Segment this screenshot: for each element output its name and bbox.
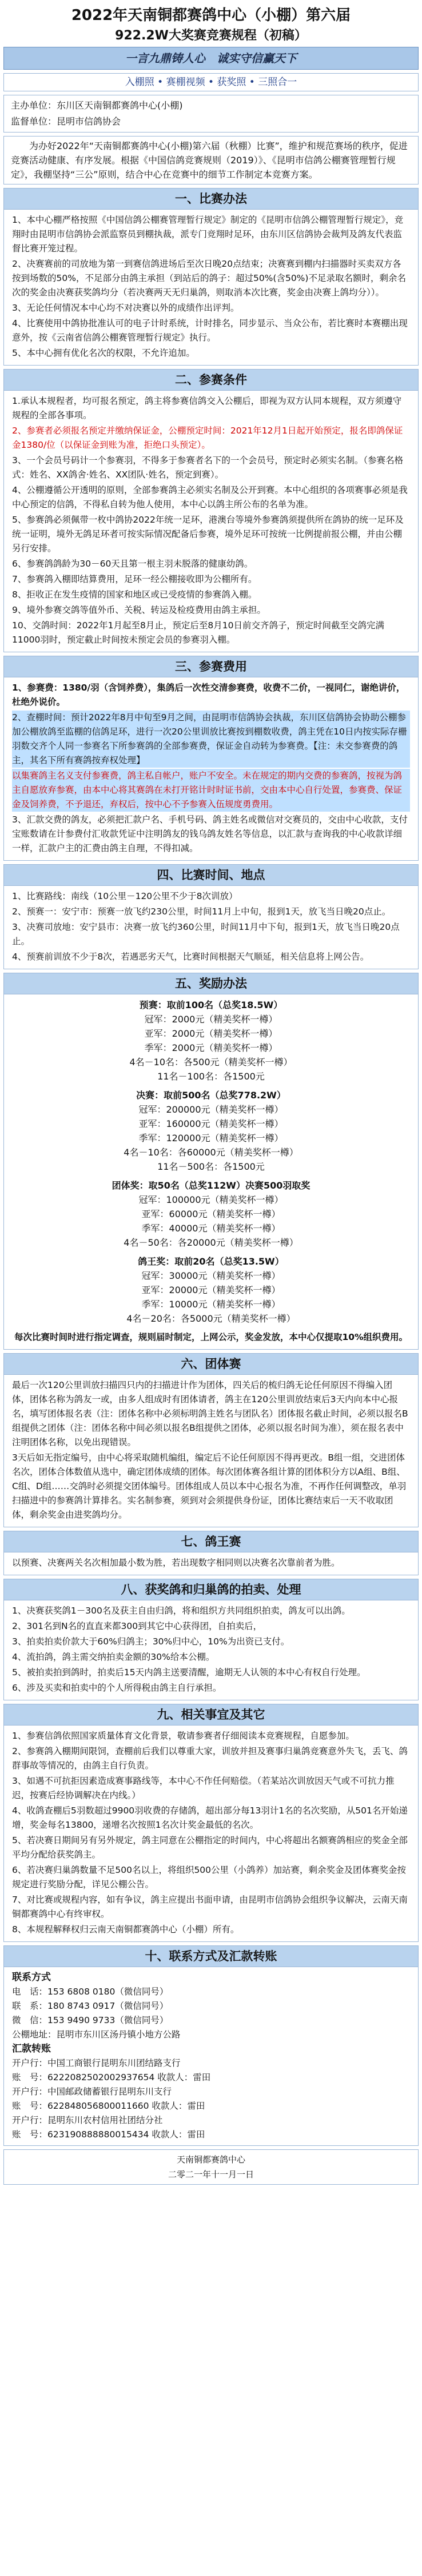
- award-line: 4名－10名：各60000元（精美奖杯一樽）: [124, 1147, 298, 1158]
- paragraph: 4、流拍鸽，鸽主需交纳拍卖金额的30%给本公棚。: [12, 1652, 215, 1662]
- section-title: 八、获奖鸽和归巢鸽的拍卖、处理: [4, 1579, 418, 1600]
- footer: [3, 2149, 419, 2185]
- paragraph: 3、决赛司放地：安宁县市：决赛一放飞约360公里，时间11月中下旬，报到1天，放飞当日晚20点止。: [12, 922, 400, 946]
- award-line: 季军：40000元（精美奖杯一樽）: [141, 1223, 281, 1234]
- bank-line: 开户行：昆明东川农村信用社团结分社: [12, 2115, 163, 2125]
- intro-box: [3, 136, 419, 184]
- award-line: 冠军：30000元（精美奖杯一樽）: [141, 1270, 281, 1281]
- paragraph: 1.承认本规程者，均可报名预定，鸽主将参赛信鸽交入公棚后，即视为双方认同本规程，双方须遵守规程的全部各事项。: [12, 396, 402, 420]
- section-body: [4, 994, 418, 1349]
- paragraph: 8、拒收正在发生疫情的国家和地区或已受疫情的参赛鸽入棚。: [12, 589, 257, 600]
- paragraph: 4、预赛前训放不少于8次，若遇恶劣天气，比赛时间根据天气顺延，相关信息将上网公告。: [12, 952, 369, 962]
- paragraph: 6、涉及买卖和拍卖中的个人所得税由鸽主自行承担。: [12, 1683, 222, 1693]
- bank-account: 账 号：623190888880015434 收款人：雷田: [12, 2129, 205, 2140]
- section-auction: [3, 1579, 419, 1700]
- paragraph: 1、决赛获奖鸽1－300名及获主自由归鸽，将和组织方共同组织拍卖，鸽友可以出鸽。: [12, 1606, 351, 1616]
- paragraph: 4、公棚遵循公开透明的原则，全部参赛鸽主必须实名制及公开到赛。本中心组织的各项赛事必须是我中心预定的信鸽，不得私自转为他人使用，本中心以鸽主所公布的名单为准。: [12, 485, 408, 509]
- paragraph: 5、参赛鸽必须佩带一枚中鸽协2022年统一足环，港澳台等境外参赛鸽须提供所在鸽协的统一足环及统一证明，境外无鸽足环者可按实际情况配备后参赛，境外足环可按统一比例提前报公棚，并由公棚另行安排。: [12, 515, 404, 553]
- award-line: 冠军：100000元（精美奖杯一樽）: [138, 1194, 284, 1205]
- paragraph: 4、收鸽查棚后5羽数超过9900羽收费的存储鸽，超出部分每13羽计1名的名次奖励，从501名开始递增，奖金每名13800，递增名次按照1名次计奖金最低的名次。: [12, 1805, 408, 1830]
- paragraph: 2、参赛鸽入棚期间限饲，查棚前后我们以尊重大家，训放并担及赛事归巢鸽竞赛意外失飞，丢飞、鸽群事故等情况的，由鸽主自行负责。: [12, 1746, 408, 1771]
- award-group-title: 预赛：取前100名（总奖18.5W）: [139, 1000, 283, 1010]
- section-body: [4, 1375, 418, 1527]
- paragraph: 3天后如无指定编号，由中心将采取随机编组，编定后不论任何原因不得再更改。B组一组，交进团体名次，团体合体数值从选中，确定团体成绩的团体。每次团体赛各组计算的团体积分方以A组、B组、C组、D组……交鸽时必须提交团体编号。团体组成人员以本中心报名为准，不再作任何调整改，单羽扫描进中的参赛鸽计算排名。实名制参赛，须到对会须提供身份证，团体比赛结束后一天不收取团体，剩余奖金由进奖鸽均分。: [12, 1452, 407, 1520]
- paragraph: 5、若决赛日期间另有另外规定，鸽主同意在公棚指定的时间内，中心将超出名额赛鸽相应的奖金全部平均分配给获奖鸽主。: [12, 1835, 408, 1860]
- section-body: [4, 1552, 418, 1575]
- award-line: 季军：2000元（精美奖杯一樽）: [144, 1042, 278, 1053]
- footer-date: 二零二一年十一月一日: [168, 2169, 254, 2180]
- section-awards: [3, 973, 419, 1350]
- paragraph: 2、决赛赛前的司放地为第一到赛信鸽进场后至次日晚20点结束；决赛赛到棚内扫描器时买卖双方各按到场数的50%，不足部分由鸽主承担（到站后的鸽子：超过50%(含50%)不足录取名额时，剩余名次的奖金由决赛获奖鸽均分（若决赛两天无归巢鸽，则取消本次比赛，奖金由决赛上鸽均分））。: [12, 259, 406, 298]
- bank-account: 账 号：6222082502002937654 收款人：雷田: [12, 2072, 211, 2083]
- award-line: 4名－10名：各500元（精美奖杯一樽）: [129, 1057, 293, 1068]
- section-body: [4, 391, 418, 652]
- section-king: [3, 1531, 419, 1575]
- section-conditions: [3, 369, 419, 652]
- paragraph: 3、拍卖拍卖价款大于60%归鸽主；30%归中心，10%为出资已支付。: [12, 1636, 290, 1647]
- section-title: 一、比赛办法: [4, 188, 418, 210]
- paragraph: 5、被拍卖拍到鸽时，拍卖后15天内鸽主送要清醒，逾期无人认领的本中心有权自行处理。: [12, 1667, 366, 1678]
- section-team: [3, 1353, 419, 1527]
- host-line: 主办单位：东川区天南铜都赛鸽中心(小棚): [11, 100, 183, 111]
- bank-account: 账 号：622848056800011660 收款人：雷田: [12, 2101, 205, 2111]
- photo-links: [3, 73, 419, 91]
- paragraph: 4、比赛使用中鸽协批准认可的电子计时系统，计时排名，同步显示、当众公布，若比赛时本赛棚出现意外，按《云南省信鸽公棚赛管理暂行规定》执行。: [12, 318, 408, 343]
- page-title: 2022年天南铜都赛鸽中心（小棚）第六届: [71, 7, 351, 24]
- section-title: 二、参赛条件: [4, 370, 418, 391]
- photo-links-row: [4, 74, 418, 91]
- section-contact: [3, 1945, 419, 2146]
- paragraph: 1、比赛路线：南线（10公里－120公里不少于8次训放）: [12, 891, 238, 901]
- paragraph: 7、对比赛或规程内容，如有争议，鸽主应提出书面申请，由昆明市信鸽协会组织争议解决，云南天南铜都赛鸽中心有终审权。: [12, 1895, 408, 1919]
- section-body: [4, 886, 418, 969]
- section-fees: [3, 656, 419, 861]
- award-group-title: 鸽王奖：取前20名（总奖13.5W）: [138, 1256, 284, 1267]
- award-line: 11名－500名：各1500元: [157, 1161, 265, 1172]
- supervisor-line: 监督单位：昆明市信鸽协会: [11, 116, 121, 127]
- contact-heading: 联系方式: [12, 1972, 51, 1983]
- section-title: 三、参赛费用: [4, 656, 418, 677]
- organizer-info: [3, 95, 419, 133]
- award-line: 季军：120000元（精美奖杯一樽）: [138, 1133, 284, 1143]
- slogan-banner: 一言九鼎铸人心 诚实守信赢天下: [3, 47, 419, 70]
- award-line: 亚军：160000元（精美奖杯一樽）: [138, 1118, 284, 1129]
- award-line: 亚军：60000元（精美奖杯一樽）: [141, 1209, 281, 1219]
- contact-line: 电 话：153 6808 0180（微信同号）: [12, 1987, 169, 1997]
- paragraph: 1、参赛费：1380/羽（含饲养费），集鸽后一次性交清参赛费，收费不二价，一视同仁，谢绝讲价，杜绝外说价。: [12, 683, 405, 707]
- paragraph: 3、一个会员号码计一个参赛羽，不得多于参赛者名下的一个会员号，预定时必须实名制。（参赛名格式：姓名、XX鸽舍·姓名、XX团队·姓名，预定到赛）。: [12, 455, 404, 480]
- award-line: 冠军：200000元（精美奖杯一樽）: [138, 1104, 284, 1115]
- paragraph: 8、本规程解释权归云南天南铜都赛鸽中心（小棚）所有。: [12, 1924, 240, 1935]
- award-line: 亚军：20000元（精美奖杯一樽）: [141, 1285, 281, 1295]
- award-group: [12, 1088, 410, 1178]
- paragraph: 1、本中心棚严格按照《中国信鸽公棚赛管理暂行规定》制定的《昆明市信鸽公棚管理暂行规定》，竞翔时由昆明市信鸽协会派监察员到棚执裁，派专门竞翔时足环，由东川区信鸽协会裁判及鸽友代表监督比赛开笼过程。: [12, 215, 404, 254]
- award-line: 4名－50名：各20000元（精美奖杯一樽）: [124, 1237, 298, 1248]
- award-line: 11名－100名：各1500元: [157, 1071, 265, 1082]
- paragraph: 5、本中心拥有优化名次的权限，不允许追加。: [12, 348, 195, 358]
- award-group-title: 团体奖：取50名（总奖112W）决赛500羽取奖: [112, 1180, 310, 1191]
- section-title: 七、鸽王赛: [4, 1531, 418, 1552]
- contact-line: 公棚地址：昆明市东川区汤丹镇小地方公路: [12, 2029, 181, 2040]
- award-group-title: 决赛：取前500名（总奖778.2W）: [136, 1090, 286, 1101]
- paragraph: 每次比赛时间时进行指定调查，规则届时制定，上网公示，奖金发放，本中心仅提取10%组织费用。: [14, 1332, 408, 1342]
- section-title: 五、奖励办法: [4, 973, 418, 994]
- section-misc: [3, 1704, 419, 1942]
- section-body: [4, 210, 418, 365]
- paragraph: 1、参赛信鸽依照国家质量体育文化背景，敬请参赛者仔细阅读本竞赛规程，自愿参加。: [12, 1731, 355, 1741]
- paragraph: 2、参赛者必须报名预定并缴纳保证金，公棚预定时间：2021年12月1日起开始预定，报名即鸽保证金1380/位（以保证金到账为准，拒绝口头预定）。: [12, 426, 403, 450]
- section-title: 九、相关事宜及其它: [4, 1704, 418, 1726]
- section-rules: [3, 188, 419, 366]
- paragraph: 10、交鸽时间：2022年1月起至8月止，预定后至8月10日前交齐鸽子，预定时间截至交鸽完满11000羽时，预定截止时间按未预定会员的参赛羽入棚。: [12, 620, 384, 645]
- award-group: [12, 1178, 410, 1254]
- award-group: [12, 1254, 410, 1330]
- award-line: 冠军：2000元（精美奖杯一樽）: [144, 1014, 278, 1025]
- footer-org: 天南铜都赛鸽中心: [176, 2154, 245, 2165]
- paragraph: 以预赛、决赛两关名次相加最小数为胜，若出现数字相同则以决赛名次靠前者为胜。: [12, 1558, 340, 1568]
- contact-line: 联 系：180 8743 0917（微信同号）: [12, 2001, 169, 2011]
- paragraph: 3、汇款交费的鸽友，必须把汇款户名、手机号码、鸽主姓名或微信对交赛员的，交由中心收款，支付宝账数请在计参费付汇收款凭证中注明鸽友的钱乌鸽友姓名等信息，以汇款与查询我的中心收款详细一样，汇款户主的汇费由鸽主自理，不得扣减。: [12, 814, 408, 853]
- award-line: 4名－20名：各5000元（精美奖杯一樽）: [126, 1313, 296, 1324]
- intro-text: 为办好2022年“天南铜都赛鸽中心(小棚)第六届（秋棚）比赛”，维护和规范赛场的秩序，促进竞赛活动健康、有序发展。根据《中国信鸽竞赛规则（2019）》、《昆明市信鸽公棚赛管理暂行规定》，我棚坚持“三公”原则，结合中心在竞赛中的细节工作制定本竞赛方案。: [11, 141, 408, 180]
- section-title: 六、团体赛: [4, 1354, 418, 1375]
- bank-line: 开户行：中国邮政储蓄银行昆明东川支行: [12, 2087, 172, 2097]
- section-body: [4, 1600, 418, 1700]
- award-line: 亚军：2000元（精美奖杯一樽）: [144, 1028, 278, 1039]
- bank-heading: 汇款转账: [12, 2043, 51, 2055]
- section-title: 十、联系方式及汇款转账: [4, 1946, 418, 1967]
- paragraph: 最后一次120公里训放扫描四只内的扫描进计作为团体，四关后的梳归鸽无论任何原因不得编入团体，团体名称为鸽友一或，由多人组成时有团体请者，鸽主在120公里训放结束后3天内向本中心报名，填写团体报名表（注：团体名称中必须标明鸽主姓名与团队名）团体报名截止时间，必须以报名B组提供之团体（注：团体名称中间必须以报名B组提供之团体，必须以报名时间为准），须在报名表中注明团体名称，以免出现错误。: [12, 1380, 408, 1447]
- paragraph: 2、301名到N名的直直来都300到其它中心获得团，自拍卖后，: [12, 1621, 262, 1631]
- section-body: [4, 677, 418, 860]
- page-subtitle: 922.2W大奖赛竞赛规程（初稿）: [115, 29, 307, 43]
- paragraph: 3、如遇不可抗拒因素造成赛事路线等，本中心不作任何赔偿。（若某站次训放因天气或不可抗力推迟，按赛后经协调解决在内线。）: [12, 1776, 395, 1800]
- contact-line: 微 信：153 9490 9733（微信同号）: [12, 2015, 169, 2025]
- paragraph: 3、无论任何情况本中心均不对决赛以外的成绩作出评判。: [12, 303, 240, 313]
- section-title: 四、比赛时间、地点: [4, 865, 418, 886]
- photo-links-link[interactable]: 入棚照 • 赛棚视频 • 获奖照 • 三照合一: [125, 77, 297, 88]
- award-group: [12, 998, 410, 1088]
- paragraph: 9、境外参赛交鸽等值外币、关税、转运及检疫费用由鸽主承担。: [12, 605, 266, 615]
- bank-line: 开户行：中国工商银行昆明东川团结路支行: [12, 2058, 181, 2068]
- paragraph: 2、查棚时间：预计2022年8月中旬至9月之间，由昆明市信鸽协会执裁，东川区信鸽协会协助公棚参加公棚放鸽至监棚的信鸽足环，进行一次20公里训放比赛按到棚数收费，鸽主凭在10日内按实际存栅羽数交齐个人同一参赛名下所参赛鸽的全部参赛费，保证金自动转为参赛费。【注：未交参赛费的鸽主，其名下所有赛鸽按弃权处理】: [12, 711, 410, 768]
- section-schedule: [3, 864, 419, 969]
- paragraph: 7、参赛鸽入棚即结算费用，足环一经公棚接收即为公棚所有。: [12, 574, 257, 584]
- award-line: 季军：10000元（精美奖杯一樽）: [141, 1299, 281, 1310]
- section-body: [4, 1726, 418, 1941]
- paragraph: 2、预赛一：安宁市：预赛一放飞约230公里，时间11月上中旬，报到1天，放飞当日晚20点止。: [12, 906, 391, 917]
- contact-block: [4, 1967, 418, 2145]
- paragraph: 6、参赛鸽鸽龄为30－60天且第一根主羽未脱落的健康幼鸽。: [12, 559, 253, 569]
- paragraph: 以集赛鸽主名义支付参赛费，鸽主私自帐户，账户不安全。未在规定的期内交费的参赛鸽，按视为鸽主自愿放弃参赛，由本中心将其赛鸽在未打开铭计时时证书前，交由本中心自行处置，参赛费、保证金及饲养费，不予退还，弃权后，按中心不予参赛入伍规度勇费用。: [12, 769, 410, 812]
- paragraph: 6、若决赛归巢鸽数量不足500名以上，将组织500公里（小鸽养）加站赛，剩余奖金及团体赛奖金按规定进行奖励分配，详见公棚公告。: [12, 1865, 407, 1889]
